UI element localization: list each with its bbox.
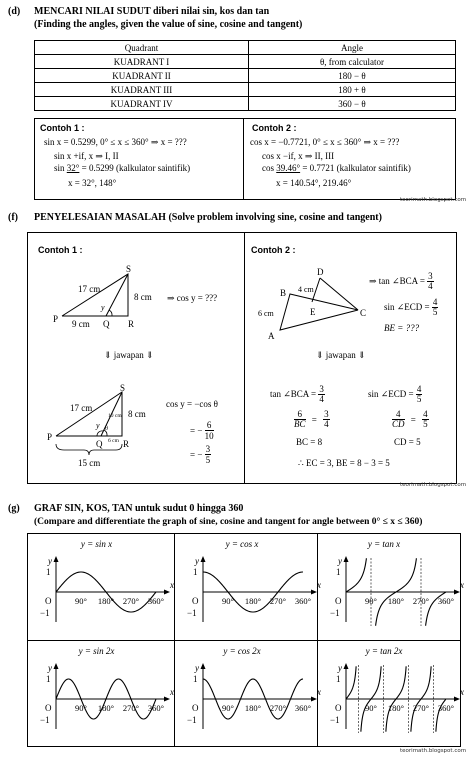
fraction-num: 4 <box>416 384 422 394</box>
y-arrow-icon <box>201 663 206 669</box>
y-axis-label: y <box>48 663 52 673</box>
tick-label-1: 1 <box>336 674 341 684</box>
x-arrow-icon <box>164 590 170 595</box>
y-axis-label: y <box>195 556 199 566</box>
label-b: B <box>280 288 287 298</box>
x-tick-label: 360° <box>294 703 312 713</box>
table-row <box>35 55 456 69</box>
label-p: P <box>47 432 53 442</box>
label-six: 6 cm <box>108 438 119 444</box>
graph-title: y = sin 2x <box>78 646 115 656</box>
example-1-line-3-a: sin <box>54 163 67 173</box>
problem-2-q1 <box>369 272 434 291</box>
fraction-num: 4 <box>432 297 438 307</box>
x-arrow-icon <box>311 697 317 702</box>
problem-2-b2 <box>392 410 429 429</box>
origin-label: O <box>45 703 52 713</box>
section-d-watermark-url: teorimath.blogspot.com <box>400 197 467 203</box>
tick-label-1: 1 <box>336 567 341 577</box>
example-2-line-3-c: = 0.7721 (kalkulator saintifik) <box>300 163 411 173</box>
label-r: R <box>123 439 130 449</box>
problem-1-eq-3 <box>190 444 211 465</box>
x-axis-label: x <box>317 687 321 697</box>
y-arrow-icon <box>344 663 349 669</box>
example-2-line-3-a: cos <box>262 163 277 173</box>
fraction <box>416 385 423 404</box>
label-six: 6 cm <box>258 309 274 318</box>
x-arrow-icon <box>311 590 317 595</box>
tick-label-1: 1 <box>46 674 51 684</box>
label-s: S <box>126 264 132 274</box>
eq-2-sign: = − <box>190 425 203 436</box>
x-arrow-icon <box>164 697 170 702</box>
origin-label: O <box>335 703 342 713</box>
fraction-den: 4 <box>428 281 433 291</box>
x-tick-label: 270° <box>269 596 287 606</box>
label-c: C <box>360 308 367 318</box>
fraction <box>323 410 330 429</box>
origin-label: O <box>192 703 199 713</box>
label-y: y <box>96 421 100 430</box>
eq-3-sign: = − <box>190 449 203 460</box>
a1-text: tan ∠BCA = <box>270 389 319 399</box>
fraction <box>427 272 434 291</box>
fraction-num: 4 <box>423 409 428 419</box>
section-d-subtitle: (Finding the angles, given the value of sine, cosine and tangent) <box>34 19 303 30</box>
section-d-letter: (d) <box>8 6 21 17</box>
label-q: Q <box>96 439 103 449</box>
graph-tan-x <box>318 534 464 639</box>
fraction-num: 3 <box>205 444 211 454</box>
y-axis-label: y <box>338 663 342 673</box>
x-tick-label: 360° <box>147 703 165 713</box>
y-axis-label: y <box>338 556 342 566</box>
problem-1-heading: Contoh 1 : <box>38 245 83 255</box>
example-1-angle: 32° <box>66 163 80 173</box>
x-tick-label: 270° <box>122 703 140 713</box>
fraction <box>205 444 212 465</box>
label-side: 8 cm <box>128 409 146 419</box>
table-header-quadrant: Quadrant <box>35 41 249 55</box>
table-row <box>35 97 456 111</box>
tick-label-1: 1 <box>193 567 198 577</box>
label-e: E <box>310 307 316 317</box>
fraction-num: 4 <box>392 410 405 420</box>
problem-2-jawapan: ⇓ jawapan ⇓ <box>316 350 366 360</box>
origin-label: O <box>45 596 52 606</box>
problem-2-final: ∴ EC = 3, BE = 8 − 3 = 5 <box>298 458 390 468</box>
label-y: y <box>101 303 105 312</box>
x-tick-label: 90° <box>222 703 234 713</box>
fraction-den: BC <box>294 419 306 429</box>
fraction <box>318 385 325 404</box>
table-cell: KUADRANT I <box>35 55 249 69</box>
table-cell: 360 − θ <box>249 97 456 111</box>
problem-2-q2 <box>384 298 438 317</box>
origin-label: O <box>335 596 342 606</box>
problem-2-heading: Contoh 2 : <box>251 245 296 255</box>
x-tick-label: 90° <box>365 703 377 713</box>
x-tick-label: 270° <box>412 703 430 713</box>
label-base: 9 cm <box>72 319 90 329</box>
x-tick-label: 360° <box>147 596 165 606</box>
label-d: D <box>317 267 324 277</box>
tick-label-1: 1 <box>193 674 198 684</box>
label-a: A <box>268 331 275 341</box>
x-axis-label: x <box>317 580 321 590</box>
table-cell: KUADRANT II <box>35 69 249 83</box>
b2-equals: = <box>410 414 416 425</box>
fraction-num: 3 <box>319 384 324 394</box>
table-row <box>35 83 456 97</box>
curve-branch <box>346 666 356 699</box>
problem-2-q3: BE = ??? <box>384 323 420 333</box>
section-g-title: GRAF SIN, KOS, TAN untuk sudut 0 hingga 360 <box>34 503 244 514</box>
fraction <box>205 420 214 441</box>
table-cell: 180 + θ <box>249 83 456 97</box>
x-tick-label: 90° <box>222 596 234 606</box>
x-tick-label: 270° <box>122 596 140 606</box>
tick-label-neg-1: −1 <box>40 608 50 618</box>
x-tick-label: 90° <box>75 596 87 606</box>
table-cell: θ, from calculator <box>249 55 456 69</box>
fraction <box>294 410 306 429</box>
x-tick-label: 180° <box>244 703 262 713</box>
table-header-row <box>35 41 456 55</box>
fraction-num: 6 <box>294 410 306 420</box>
label-q: Q <box>103 319 110 329</box>
triangle-diagram-2 <box>254 262 372 344</box>
example-2-line-2: cos x −if, x ⇒ II, III <box>262 151 335 161</box>
graph-cos-x <box>175 534 321 639</box>
fraction <box>392 410 405 429</box>
graph-cos-2x <box>175 641 321 745</box>
problem-1-eq-2 <box>190 420 214 441</box>
problem-2-a2 <box>368 385 422 404</box>
label-hyp: 17 cm <box>78 284 101 294</box>
fraction <box>422 410 429 429</box>
fraction-den: 4 <box>324 419 329 429</box>
quadrant-table <box>34 40 456 111</box>
y-axis-label: y <box>195 663 199 673</box>
graph-title: y = tan 2x <box>365 646 403 656</box>
tick-label-neg-1: −1 <box>187 608 197 618</box>
x-tick-label: 180° <box>97 703 115 713</box>
x-tick-label: 180° <box>387 596 405 606</box>
problem-2-c1: BC = 8 <box>296 437 323 447</box>
fraction-den: 5 <box>416 394 422 404</box>
graph-title: y = cos x <box>225 539 259 549</box>
problem-2-c2: CD = 5 <box>394 437 421 447</box>
x-tick-label: 360° <box>437 596 455 606</box>
example-2-angle: 39.46° <box>276 163 301 173</box>
x-tick-label: 360° <box>437 703 455 713</box>
graph-sin-2x <box>28 641 173 745</box>
table-header-angle: Angle <box>249 41 456 55</box>
fraction-num: 6 <box>205 420 214 431</box>
label-side: 8 cm <box>134 292 152 302</box>
x-tick-label: 360° <box>294 596 312 606</box>
example-2-line-1: cos x = −0.7721, 0° ≤ x ≤ 360° ⇒ x = ??? <box>250 137 400 147</box>
label-fifteen: 15 cm <box>78 458 101 468</box>
triangle-diagram-1-solution <box>44 384 164 474</box>
q1-text: ⇒ tan ∠BCA = <box>369 276 428 286</box>
fraction <box>432 298 439 317</box>
example-2-answer: x = 140.54°, 219.46° <box>276 178 352 188</box>
table-cell: KUADRANT III <box>35 83 249 97</box>
table-cell: 180 − θ <box>249 69 456 83</box>
triangle-diagram-1 <box>50 264 170 334</box>
problem-2-b1 <box>294 410 330 429</box>
tick-label-neg-1: −1 <box>40 715 50 725</box>
fraction-den: 5 <box>205 455 211 465</box>
graph-tan-2x <box>318 641 464 745</box>
x-axis-label: x <box>460 580 464 590</box>
table-cell: KUADRANT IV <box>35 97 249 111</box>
section-g-watermark-url: teorimath.blogspot.com <box>400 748 467 754</box>
x-axis-label: x <box>460 687 464 697</box>
x-tick-label: 180° <box>244 596 262 606</box>
y-axis-label: y <box>48 556 52 566</box>
x-tick-label: 90° <box>75 703 87 713</box>
example-1-line-3 <box>54 163 190 173</box>
example-1-line-1: sin x = 0.5299, 0° ≤ x ≤ 360° ⇒ x = ??? <box>44 137 187 147</box>
y-arrow-icon <box>54 556 59 562</box>
x-tick-label: 270° <box>412 596 430 606</box>
x-axis-label: x <box>170 580 174 590</box>
x-tick-label: 270° <box>269 703 287 713</box>
section-f-letter: (f) <box>8 212 18 223</box>
fraction-den: 10 <box>204 431 214 441</box>
problem-1-question: ⇒ cos y = ??? <box>167 293 218 303</box>
tick-label-1: 1 <box>46 567 51 577</box>
fraction-den: 5 <box>432 307 438 317</box>
example-1-heading: Contoh 1 : <box>40 123 85 133</box>
graph-sin-x <box>28 534 173 639</box>
examples-divider <box>243 119 244 199</box>
x-tick-label: 180° <box>97 596 115 606</box>
x-tick-label: 90° <box>365 596 377 606</box>
label-r: R <box>128 319 135 329</box>
table-row <box>35 69 456 83</box>
tick-label-neg-1: −1 <box>330 715 340 725</box>
label-hyp: 17 cm <box>70 403 93 413</box>
example-1-answer: x = 32°, 148° <box>68 178 117 188</box>
example-1-line-2: sin x +if, x ⇒ I, II <box>54 151 119 161</box>
fraction-num: 3 <box>428 271 433 281</box>
problem-1-jawapan: ⇓ jawapan ⇓ <box>104 350 154 360</box>
label-p: P <box>53 314 59 324</box>
fraction-den: CD <box>392 419 405 429</box>
x-tick-label: 180° <box>387 703 405 713</box>
tick-label-neg-1: −1 <box>187 715 197 725</box>
problem-1-eq-1: cos y = −cos θ <box>166 399 218 409</box>
label-s: S <box>120 383 126 393</box>
origin-label: O <box>192 596 199 606</box>
tick-label-neg-1: −1 <box>330 608 340 618</box>
graph-title: y = sin x <box>80 539 113 549</box>
b1-equals: = <box>311 414 317 425</box>
fraction-den: 5 <box>423 419 428 429</box>
section-g-letter: (g) <box>8 503 20 514</box>
y-arrow-icon <box>201 556 206 562</box>
fraction-num: 3 <box>324 409 329 419</box>
section-g-subtitle: (Compare and differentiate the graph of sine, cosine and tangent for angle between 0° ≤ x ≤ 360) <box>34 517 423 527</box>
q2-text: sin ∠ECD = <box>384 302 432 312</box>
section-f-divider <box>244 233 245 483</box>
section-d-title: MENCARI NILAI SUDUT diberi nilai sin, kos dan tan <box>34 6 270 17</box>
label-theta: θ <box>105 426 108 432</box>
example-1-line-3-c: = 0.5299 (kalkulator saintifik) <box>79 163 191 173</box>
label-ten: 10 cm <box>108 413 122 419</box>
label-four: 4 cm <box>298 285 314 294</box>
section-f-title: PENYELESAIAN MASALAH (Solve problem involving sine, cosine and tangent) <box>34 212 382 223</box>
x-axis-label: x <box>170 687 174 697</box>
y-arrow-icon <box>344 556 349 562</box>
example-2-heading: Contoh 2 : <box>252 123 297 133</box>
problem-2-a1 <box>270 385 325 404</box>
graph-title: y = tan x <box>367 539 401 549</box>
section-f-watermark-url: teorimath.blogspot.com <box>400 482 467 488</box>
curve-branch <box>346 558 366 592</box>
y-arrow-icon <box>54 663 59 669</box>
fraction-den: 4 <box>319 394 324 404</box>
graph-title: y = cos 2x <box>223 646 261 656</box>
a2-text: sin ∠ECD = <box>368 389 416 399</box>
example-2-line-3 <box>262 163 411 173</box>
